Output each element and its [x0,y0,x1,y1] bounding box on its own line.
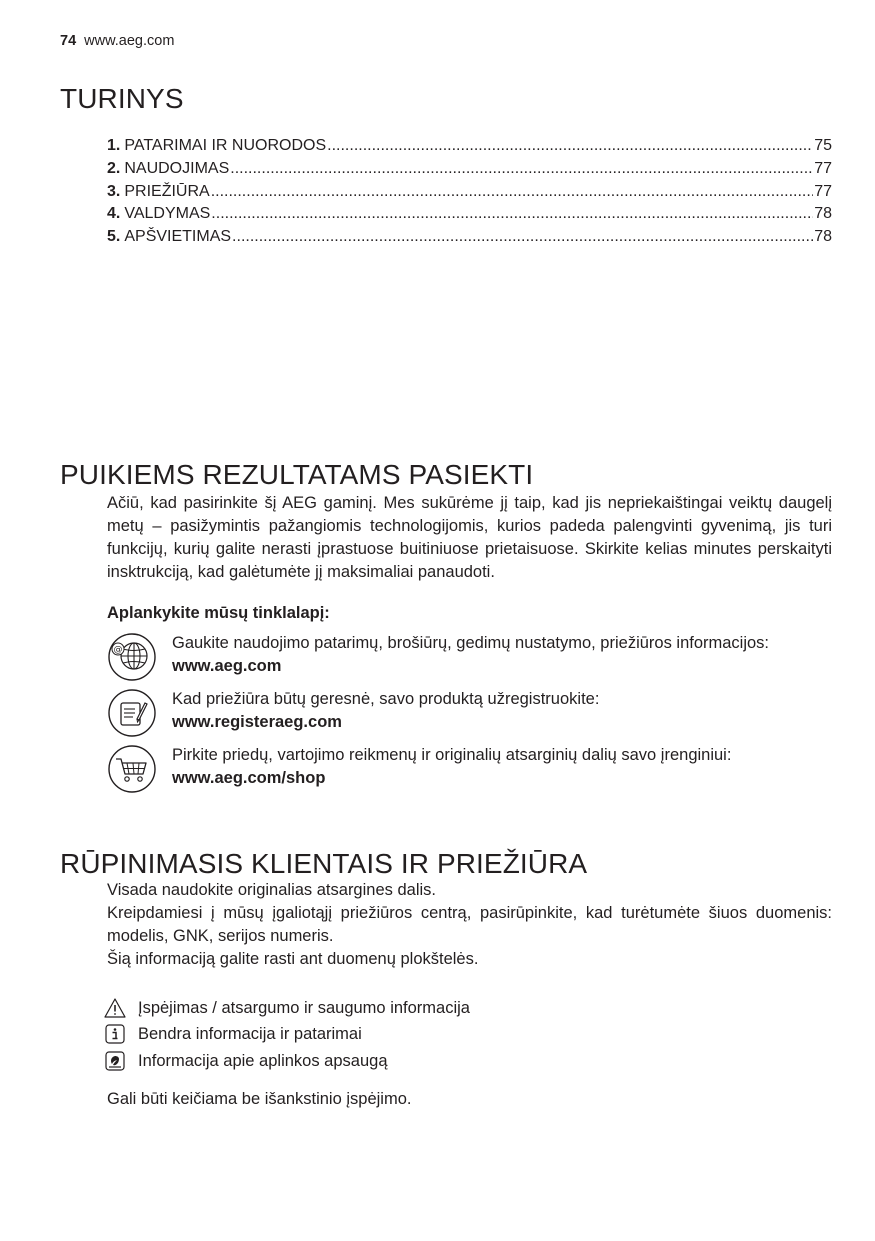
register-link-url[interactable]: www.registeraeg.com [172,713,342,731]
toc-item-page: 77 [814,182,832,200]
visit-website-heading: Aplankykite mūsų tinklalapį: [107,604,330,622]
shop-link-text-block [172,744,731,794]
care-line-service-center: Kreipdamiesi į mūsų įgaliotąjį priežiūros centrą, pasirūpinkite, kad turėtumėte šiuos duomenis: modelis, GNK, serijos numeris. [107,904,832,945]
symbol-row-environment [104,1050,388,1072]
warning-icon [104,997,126,1019]
toc-leader-dots [232,228,813,246]
toc-leader-dots [211,183,814,201]
shop-link-description: Pirkite priedų, vartojimo reikmenų ir originalių atsarginių dalių savo įrenginiui: [172,746,732,764]
register-link-description: Kad priežiūra būtų geresnė, savo produktą užregistruokite: [172,690,600,708]
change-notice: Gali būti keičiama be išankstinio įspėjimo. [107,1090,412,1108]
register-link-text-block [172,688,599,738]
toc-item-page: 78 [814,205,832,223]
register-link-row [107,688,832,738]
website-link-text-block [172,632,769,682]
toc-item-label: APŠVIETIMAS [124,228,232,246]
page-header [60,33,174,49]
shop-link-url[interactable]: www.aeg.com/shop [172,769,326,787]
environment-icon [104,1050,126,1072]
toc-item[interactable] [107,228,832,251]
toc-item-page: 78 [814,228,832,246]
symbol-row-warning [104,997,470,1019]
toc-leader-dots [230,160,813,178]
toc-item-label: PATARIMAI IR NUORODOS [124,137,327,154]
toc-leader-dots [211,205,813,223]
toc-item-number: 1. [107,137,121,154]
toc-item-label: PRIEŽIŪRA [124,182,210,200]
toc-leader-dots [327,137,813,155]
globe-icon [107,632,157,682]
register-icon [107,688,157,738]
results-section-title: PUIKIEMS REZULTATAMS PASIEKTI [60,459,534,490]
toc-item[interactable] [107,205,832,228]
symbol-label-info: Bendra informacija ir patarimai [138,1024,362,1043]
website-link-description: Gaukite naudojimo patarimų, brošiūrų, gedimų nustatymo, priežiūros informacijos: [172,634,770,652]
cart-icon [107,744,157,794]
toc-item[interactable] [107,137,832,160]
toc-item-page: 77 [814,159,832,177]
toc-item-label: VALDYMAS [124,205,211,223]
shop-link-row [107,744,832,794]
care-line-rating-plate: Šią informaciją galite rasti ant duomenų plokštelės. [107,950,479,968]
symbol-label-environment: Informacija apie aplinkos apsaugą [138,1051,388,1070]
table-of-contents [107,137,832,251]
toc-item-number: 2. [107,159,121,177]
symbol-label-warning: Įspėjimas / atsargumo ir saugumo informacija [138,998,470,1017]
toc-title: TURINYS [60,83,184,114]
care-section-title: RŪPINIMASIS KLIENTAIS IR PRIEŽIŪRA [60,848,588,879]
toc-item[interactable] [107,160,832,183]
website-link-url[interactable]: www.aeg.com [172,657,282,675]
toc-item-number: 5. [107,228,121,246]
page-number: 74 [60,33,77,49]
results-intro-paragraph: Ačiū, kad pasirinkite šį AEG gaminį. Mes sukūrėme jį taip, kad jis nepriekaištingai veiktų daugelį metų – pasižymintis pažangiomis technologijomis, kurios padeda palengvinti gyvenimą, jis turi funkcijų, kurių galite nerasti įprastuose buitiniuose prietaisuose. Skirkite kelias minutes perskaityti insktrukciją, kad galėtumėte jį maksimaliai panaudoti. [107,494,832,581]
care-line-spare-parts: Visada naudokite originalias atsargines dalis. [107,881,436,899]
svg-text:@: @ [113,645,123,655]
toc-item-page: 75 [814,137,832,154]
header-site-link[interactable]: www.aeg.com [84,33,175,49]
toc-item-number: 3. [107,182,121,200]
info-icon [104,1023,126,1045]
toc-item[interactable] [107,183,832,206]
website-link-row [107,632,832,682]
toc-item-label: NAUDOJIMAS [124,159,230,177]
toc-item-number: 4. [107,205,121,223]
symbol-row-info [104,1023,362,1045]
